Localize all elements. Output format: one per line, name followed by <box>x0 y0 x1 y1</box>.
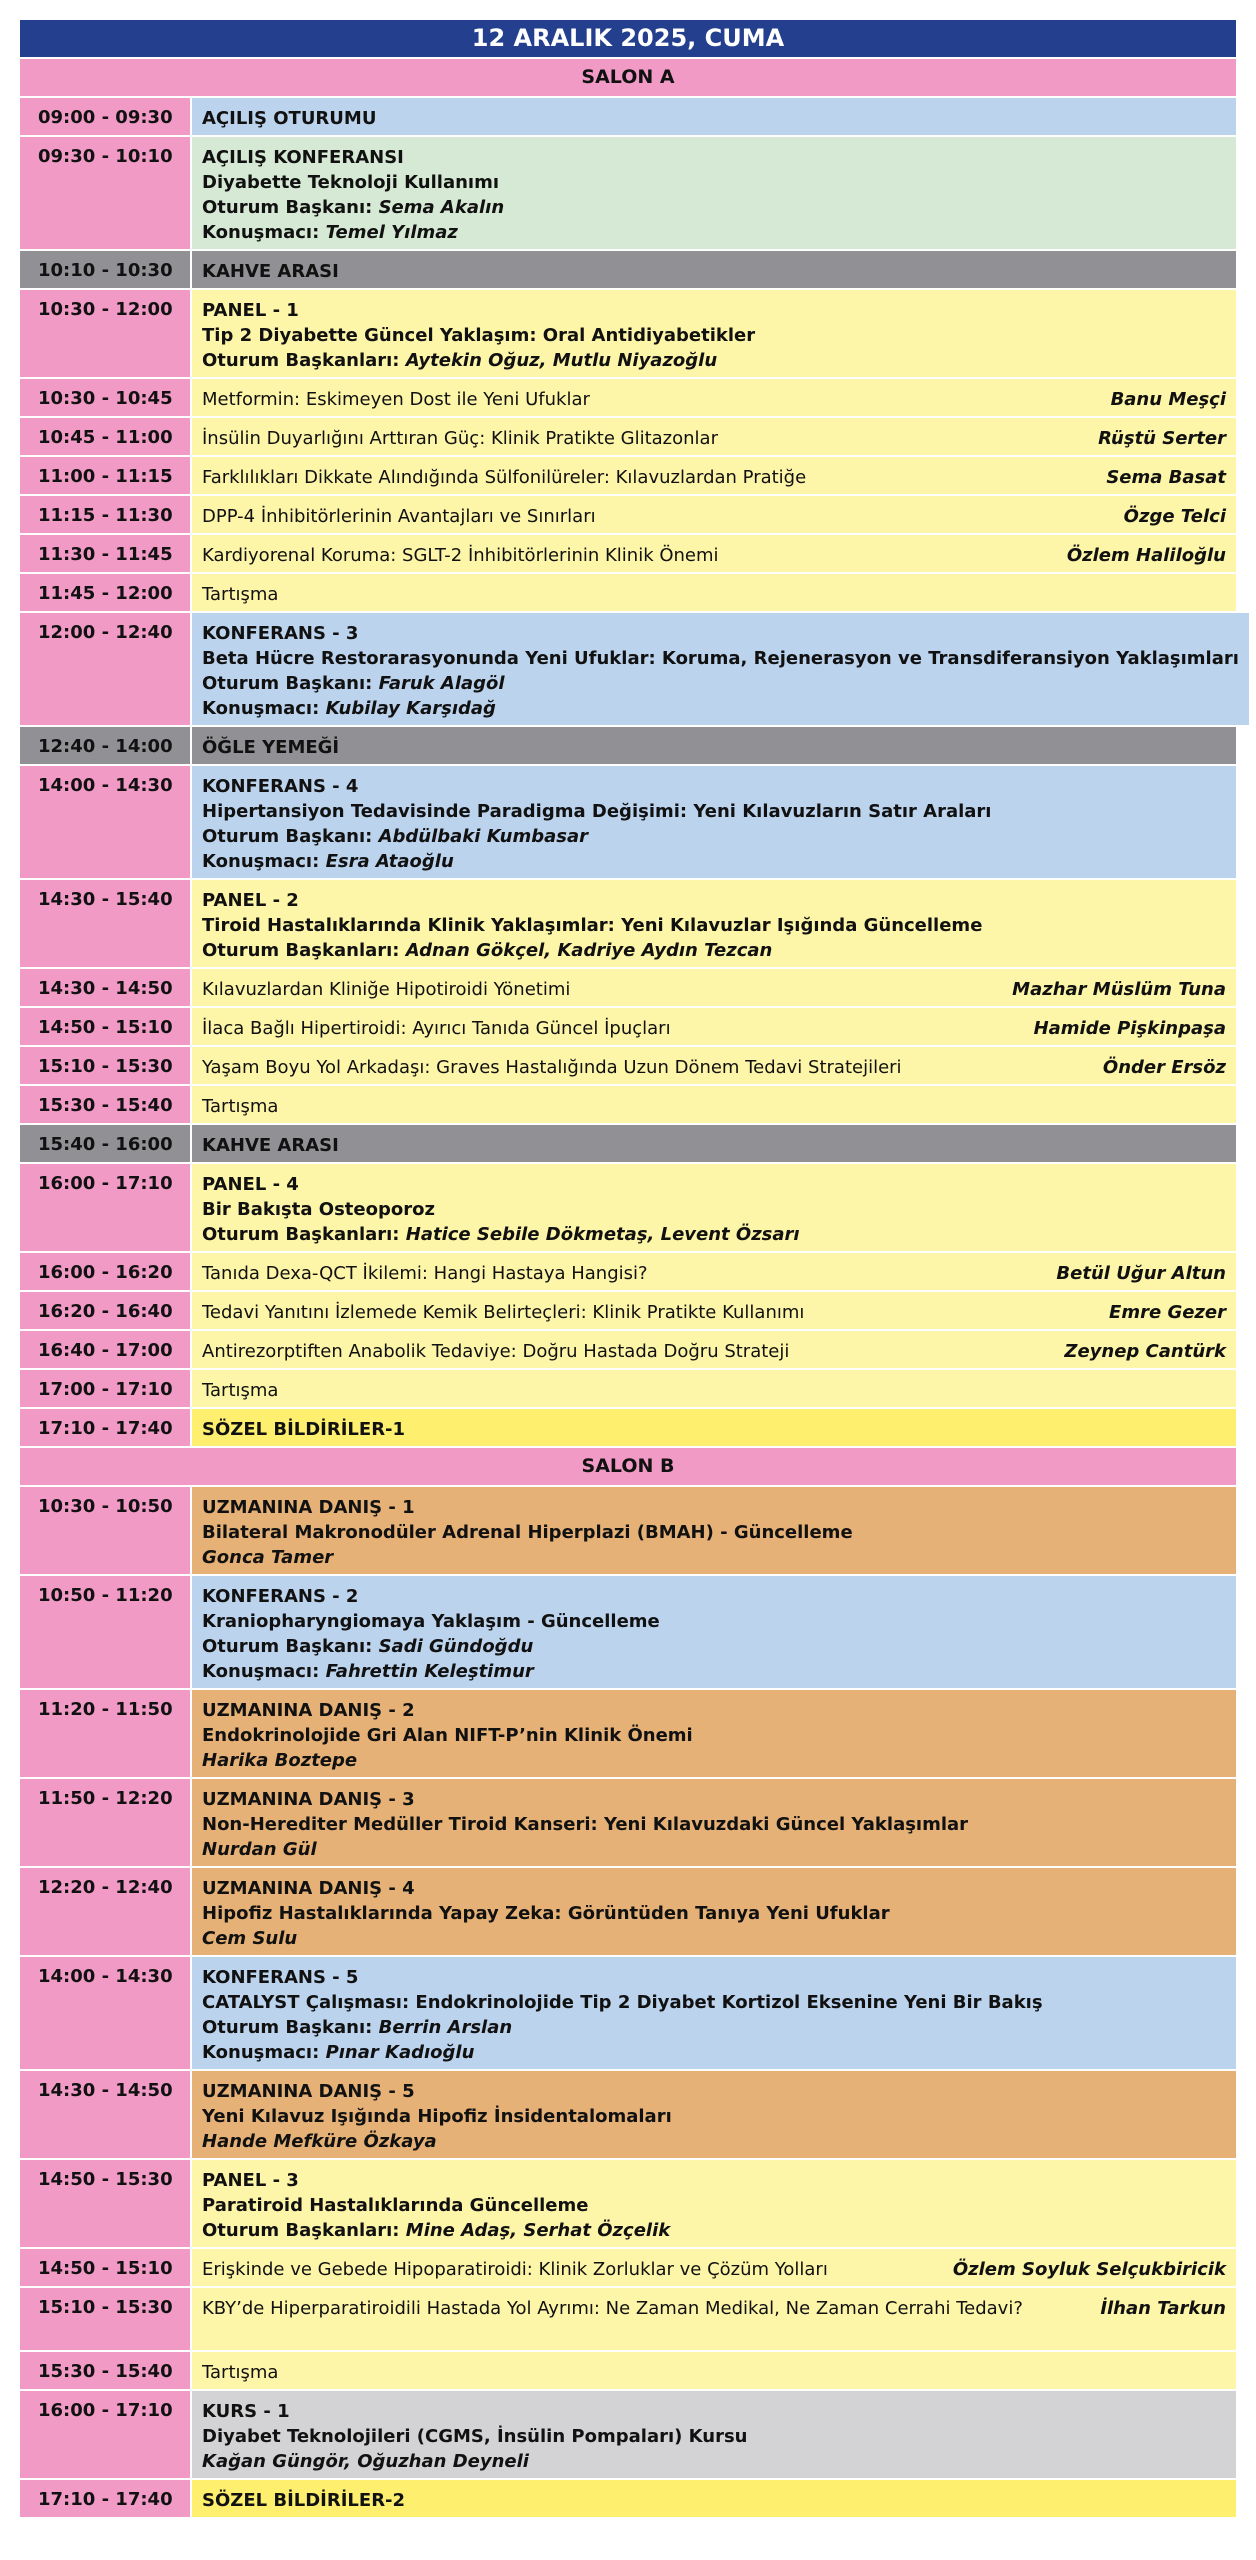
talk-title: Tartışma <box>202 584 279 605</box>
speaker-name: Sema Basat <box>1106 467 1226 488</box>
session-title: SÖZEL BİLDİRİLER-1 <box>202 1419 406 1440</box>
speaker-name: Banu Meşçi <box>1110 389 1226 410</box>
session-content <box>192 2160 1236 2247</box>
time-slot: 10:30 - 10:45 <box>20 379 190 416</box>
talk-title: Kılavuzlardan Kliniğe Hipotiroidi Yönetimi <box>202 979 571 1000</box>
break-row <box>20 727 1236 764</box>
program-page <box>20 20 1239 2519</box>
session-content <box>192 98 1236 135</box>
session-content <box>192 1331 1236 1368</box>
chair-label: Konuşmacı: <box>202 2042 326 2063</box>
session-content <box>192 727 1236 764</box>
speaker-names: Hande Mefküre Özkaya <box>202 2131 437 2152</box>
talk-title: KBY’de Hiperparatiroidili Hastada Yol Ayrımı: Ne Zaman Medikal, Ne Zaman Cerrahi Tedavi? <box>202 2298 1023 2319</box>
session-content <box>192 613 1249 725</box>
time-slot: 14:30 - 14:50 <box>20 969 190 1006</box>
speaker-name: Zeynep Cantürk <box>1064 1341 1226 1362</box>
session-line <box>202 938 1226 963</box>
talk-row <box>20 379 1236 416</box>
person-name: Sadi Gündoğdu <box>378 1636 534 1657</box>
session-title: Endokrinolojide Gri Alan NIFT-P’nin Klinik Önemi <box>202 1725 693 1746</box>
session-content <box>192 137 1236 249</box>
session-content <box>192 457 1236 494</box>
talk-title: DPP-4 İnhibitörlerinin Avantajları ve Sınırları <box>202 506 596 527</box>
session-title: Non-Herediter Medüller Tiroid Kanseri: Yeni Kılavuzdaki Güncel Yaklaşımlar <box>202 1814 969 1835</box>
schedule <box>20 59 1239 2517</box>
speaker-name: Mazhar Müslüm Tuna <box>1012 979 1226 1000</box>
session-title: ÖĞLE YEMEĞİ <box>202 737 340 758</box>
session-title: Hipofiz Hastalıklarında Yapay Zeka: Görüntüden Tanıya Yeni Ufuklar <box>202 1903 890 1924</box>
session-content <box>192 1690 1236 1777</box>
time-slot: 11:30 - 11:45 <box>20 535 190 572</box>
talk-line <box>202 1055 1226 1080</box>
session-line <box>202 195 1226 220</box>
session-row <box>20 1868 1236 1955</box>
person-name: Fahrettin Keleştimur <box>325 1661 534 1682</box>
session-row <box>20 880 1236 967</box>
session-title: KONFERANS - 4 <box>202 776 359 797</box>
session-content <box>192 880 1236 967</box>
session-row <box>20 766 1236 878</box>
time-slot: 14:50 - 15:10 <box>20 2249 190 2286</box>
session-content <box>192 1487 1236 1574</box>
time-slot: 16:20 - 16:40 <box>20 1292 190 1329</box>
session-row <box>20 1576 1236 1688</box>
speaker-names: Kağan Güngör, Oğuzhan Deyneli <box>202 2451 529 2472</box>
talk-title: Tartışma <box>202 1380 279 1401</box>
session-line <box>202 2040 1226 2065</box>
talk-line <box>202 2257 1226 2282</box>
talk-line <box>202 387 1226 412</box>
time-slot: 16:00 - 17:10 <box>20 1164 190 1251</box>
person-name: Adnan Gökçel, Kadriye Aydın Tezcan <box>405 940 773 961</box>
chair-label: Oturum Başkanı: <box>202 1636 379 1657</box>
session-title: AÇILIŞ OTURUMU <box>202 108 377 129</box>
time-slot: 11:20 - 11:50 <box>20 1690 190 1777</box>
talk-row <box>20 418 1236 455</box>
session-content <box>192 1086 1236 1123</box>
session-row <box>20 2480 1236 2517</box>
session-title: AÇILIŞ KONFERANSI <box>202 147 404 168</box>
talk-line <box>202 1300 1226 1325</box>
session-content <box>192 1164 1236 1251</box>
session-title: Diyabette Teknoloji Kullanımı <box>202 172 499 193</box>
time-slot: 16:40 - 17:00 <box>20 1331 190 1368</box>
speaker-name: Betül Uğur Altun <box>1056 1263 1226 1284</box>
talk-line <box>202 1094 1226 1119</box>
session-content <box>192 1370 1236 1407</box>
speaker-names: Cem Sulu <box>202 1928 298 1949</box>
talk-title: Tartışma <box>202 2362 279 2383</box>
session-row <box>20 1690 1236 1777</box>
session-content <box>192 2249 1236 2286</box>
talk-row <box>20 1292 1236 1329</box>
speaker-name: Özlem Soyluk Selçukbiricik <box>952 2259 1226 2280</box>
talk-title: Tanıda Dexa-QCT İkilemi: Hangi Hastaya Hangisi? <box>202 1263 648 1284</box>
time-slot: 15:10 - 15:30 <box>20 1047 190 1084</box>
time-slot: 15:10 - 15:30 <box>20 2288 190 2350</box>
time-slot: 14:30 - 15:40 <box>20 880 190 967</box>
chair-label: Konuşmacı: <box>202 1661 326 1682</box>
talk-title: Antirezorptiften Anabolik Tedaviye: Doğru Hastada Doğru Strateji <box>202 1341 790 1362</box>
talk-line <box>202 543 1226 568</box>
talk-line <box>202 504 1226 529</box>
person-name: Esra Ataoğlu <box>325 851 454 872</box>
person-name: Aytekin Oğuz, Mutlu Niyazoğlu <box>405 350 718 371</box>
session-title: Bilateral Makronodüler Adrenal Hiperplazi (BMAH) - Güncelleme <box>202 1522 853 1543</box>
session-title: KURS - 1 <box>202 2401 290 2422</box>
chair-label: Oturum Başkanı: <box>202 826 379 847</box>
person-name: Sema Akalın <box>378 197 505 218</box>
session-title: Hipertansiyon Tedavisinde Paradigma Değişimi: Yeni Kılavuzların Satır Araları <box>202 801 992 822</box>
time-slot: 11:15 - 11:30 <box>20 496 190 533</box>
talk-title: Tedavi Yanıtını İzlemede Kemik Belirteçleri: Klinik Pratikte Kullanımı <box>202 1302 805 1323</box>
session-content <box>192 251 1236 288</box>
chair-label: Oturum Başkanları: <box>202 350 406 371</box>
talk-line <box>202 1016 1226 1041</box>
talk-row <box>20 1047 1236 1084</box>
session-title: KONFERANS - 5 <box>202 1967 359 1988</box>
session-content <box>192 574 1236 611</box>
speaker-name: Emre Gezer <box>1109 1302 1226 1323</box>
chair-label: Oturum Başkanı: <box>202 197 379 218</box>
session-title: UZMANINA DANIŞ - 4 <box>202 1878 415 1899</box>
talk-title: İlaca Bağlı Hipertiroidi: Ayırıcı Tanıda Güncel İpuçları <box>202 1018 671 1039</box>
session-content <box>192 290 1236 377</box>
time-slot: 11:00 - 11:15 <box>20 457 190 494</box>
talk-row <box>20 2249 1236 2286</box>
time-slot: 14:50 - 15:10 <box>20 1008 190 1045</box>
session-content <box>192 1409 1236 1446</box>
time-slot: 14:30 - 14:50 <box>20 2071 190 2158</box>
break-row <box>20 251 1236 288</box>
time-slot: 11:45 - 12:00 <box>20 574 190 611</box>
talk-line <box>202 1378 1226 1403</box>
speaker-names: Nurdan Gül <box>202 1839 317 1860</box>
speaker-name: Önder Ersöz <box>1102 1057 1226 1078</box>
session-row <box>20 613 1239 725</box>
session-content <box>192 418 1236 455</box>
talk-line <box>202 1261 1226 1286</box>
session-content <box>192 766 1236 878</box>
time-slot: 12:00 - 12:40 <box>20 613 190 725</box>
salon-header: SALON A <box>20 59 1236 96</box>
person-name: Temel Yılmaz <box>325 222 458 243</box>
session-content <box>192 1779 1236 1866</box>
talk-row <box>20 574 1236 611</box>
session-title: UZMANINA DANIŞ - 1 <box>202 1497 415 1518</box>
time-slot: 10:50 - 11:20 <box>20 1576 190 1688</box>
session-content <box>192 1008 1236 1045</box>
chair-label: Konuşmacı: <box>202 222 326 243</box>
session-content <box>192 1868 1236 1955</box>
talk-title: Metformin: Eskimeyen Dost ile Yeni Ufuklar <box>202 389 590 410</box>
session-row <box>20 2071 1236 2158</box>
chair-label: Oturum Başkanları: <box>202 940 406 961</box>
talk-line <box>202 465 1226 490</box>
session-line <box>202 348 1226 373</box>
talk-row <box>20 2288 1236 2350</box>
person-name: Pınar Kadıoğlu <box>325 2042 475 2063</box>
talk-line <box>202 2296 1226 2321</box>
session-line <box>202 220 1226 245</box>
chair-label: Oturum Başkanı: <box>202 673 379 694</box>
session-line <box>202 1222 1226 1247</box>
time-slot: 14:50 - 15:30 <box>20 2160 190 2247</box>
talk-title: Erişkinde ve Gebede Hipoparatiroidi: Klinik Zorluklar ve Çözüm Yolları <box>202 2259 828 2280</box>
speaker-names: Gonca Tamer <box>202 1547 334 1568</box>
talk-row <box>20 969 1236 1006</box>
talk-title: İnsülin Duyarlığını Arttıran Güç: Klinik Pratikte Glitazonlar <box>202 428 718 449</box>
time-slot: 16:00 - 17:10 <box>20 2391 190 2478</box>
session-title: Yeni Kılavuz Işığında Hipofiz İnsidentalomaları <box>202 2106 672 2127</box>
speaker-name: Rüştü Serter <box>1098 428 1226 449</box>
break-row <box>20 1125 1236 1162</box>
session-row <box>20 1779 1236 1866</box>
session-row <box>20 98 1236 135</box>
chair-label: Oturum Başkanları: <box>202 1224 406 1245</box>
session-title: Beta Hücre Restorarasyonunda Yeni Ufuklar: Koruma, Rejenerasyon ve Transdiferansiyon Yaklaşımları <box>202 648 1239 669</box>
talk-row <box>20 2352 1236 2389</box>
talk-line <box>202 1339 1226 1364</box>
time-slot: 15:30 - 15:40 <box>20 1086 190 1123</box>
session-line <box>202 824 1226 849</box>
session-content <box>192 379 1236 416</box>
session-content <box>192 2071 1236 2158</box>
chair-label: Oturum Başkanları: <box>202 2220 406 2241</box>
session-row <box>20 137 1236 249</box>
session-line <box>202 1659 1226 1684</box>
session-line <box>202 671 1239 696</box>
session-content <box>192 1253 1236 1290</box>
session-title: PANEL - 1 <box>202 300 299 321</box>
speaker-name: Özge Telci <box>1123 506 1226 527</box>
time-slot: 14:00 - 14:30 <box>20 766 190 878</box>
session-row <box>20 1957 1236 2069</box>
talk-title: Farklılıkları Dikkate Alındığında Sülfonilüreler: Kılavuzlardan Pratiğe <box>202 467 807 488</box>
session-content <box>192 2352 1236 2389</box>
session-content <box>192 1292 1236 1329</box>
person-name: Hatice Sebile Dökmetaş, Levent Özsarı <box>405 1224 800 1245</box>
speaker-name: Hamide Pişkinpaşa <box>1033 1018 1226 1039</box>
session-content <box>192 2480 1236 2517</box>
talk-row <box>20 1370 1236 1407</box>
time-slot: 12:20 - 12:40 <box>20 1868 190 1955</box>
talk-row <box>20 1253 1236 1290</box>
talk-row <box>20 1086 1236 1123</box>
session-title: UZMANINA DANIŞ - 3 <box>202 1789 415 1810</box>
session-title: CATALYST Çalışması: Endokrinolojide Tip 2 Diyabet Kortizol Eksenine Yeni Bir Bakış <box>202 1992 1043 2013</box>
time-slot: 17:00 - 17:10 <box>20 1370 190 1407</box>
session-title: KAHVE ARASI <box>202 1135 339 1156</box>
session-content <box>192 1576 1236 1688</box>
session-content <box>192 1047 1236 1084</box>
time-slot: 11:50 - 12:20 <box>20 1779 190 1866</box>
salon-header: SALON B <box>20 1448 1236 1485</box>
session-content <box>192 969 1236 1006</box>
time-slot: 09:00 - 09:30 <box>20 98 190 135</box>
speaker-name: Özlem Haliloğlu <box>1066 545 1226 566</box>
person-name: Berrin Arslan <box>378 2017 513 2038</box>
time-slot: 12:40 - 14:00 <box>20 727 190 764</box>
session-line <box>202 849 1226 874</box>
session-row <box>20 2160 1236 2247</box>
chair-label: Konuşmacı: <box>202 851 326 872</box>
session-title: Tip 2 Diyabette Güncel Yaklaşım: Oral Antidiyabetikler <box>202 325 756 346</box>
session-title: Tiroid Hastalıklarında Klinik Yaklaşımlar: Yeni Kılavuzlar Işığında Güncelleme <box>202 915 983 936</box>
speaker-names: Harika Boztepe <box>202 1750 358 1771</box>
session-title: PANEL - 3 <box>202 2170 299 2191</box>
session-content <box>192 496 1236 533</box>
session-row <box>20 1409 1236 1446</box>
talk-title: Tartışma <box>202 1096 279 1117</box>
talk-line <box>202 2360 1226 2385</box>
session-title: Paratiroid Hastalıklarında Güncelleme <box>202 2195 589 2216</box>
session-row <box>20 1164 1236 1251</box>
session-title: PANEL - 4 <box>202 1174 299 1195</box>
person-name: Mine Adaş, Serhat Özçelik <box>405 2220 671 2241</box>
time-slot: 10:10 - 10:30 <box>20 251 190 288</box>
time-slot: 15:40 - 16:00 <box>20 1125 190 1162</box>
time-slot: 14:00 - 14:30 <box>20 1957 190 2069</box>
time-slot: 10:30 - 10:50 <box>20 1487 190 1574</box>
time-slot: 10:45 - 11:00 <box>20 418 190 455</box>
talk-row <box>20 1008 1236 1045</box>
person-name: Kubilay Karşıdağ <box>325 698 496 719</box>
session-title: PANEL - 2 <box>202 890 299 911</box>
person-name: Abdülbaki Kumbasar <box>378 826 589 847</box>
session-content <box>192 2391 1236 2478</box>
session-title: KONFERANS - 2 <box>202 1586 359 1607</box>
session-content <box>192 535 1236 572</box>
chair-label: Oturum Başkanı: <box>202 2017 379 2038</box>
talk-row <box>20 1331 1236 1368</box>
session-title: UZMANINA DANIŞ - 5 <box>202 2081 415 2102</box>
time-slot: 17:10 - 17:40 <box>20 1409 190 1446</box>
talk-row <box>20 496 1236 533</box>
talk-row <box>20 535 1236 572</box>
session-content <box>192 1125 1236 1162</box>
talk-title: Kardiyorenal Koruma: SGLT-2 İnhibitörlerinin Klinik Önemi <box>202 545 719 566</box>
session-line <box>202 696 1239 721</box>
session-row <box>20 1487 1236 1574</box>
session-title: KAHVE ARASI <box>202 261 339 282</box>
time-slot: 09:30 - 10:10 <box>20 137 190 249</box>
talk-line <box>202 582 1226 607</box>
time-slot: 15:30 - 15:40 <box>20 2352 190 2389</box>
session-row <box>20 290 1236 377</box>
session-content <box>192 2288 1236 2350</box>
session-line <box>202 2015 1226 2040</box>
time-slot: 10:30 - 12:00 <box>20 290 190 377</box>
day-title: 12 ARALIK 2025, CUMA <box>20 20 1236 57</box>
session-title: UZMANINA DANIŞ - 2 <box>202 1700 415 1721</box>
talk-row <box>20 457 1236 494</box>
talk-title: Yaşam Boyu Yol Arkadaşı: Graves Hastalığında Uzun Dönem Tedavi Stratejileri <box>202 1057 902 1078</box>
time-slot: 17:10 - 17:40 <box>20 2480 190 2517</box>
session-title: Bir Bakışta Osteoporoz <box>202 1199 435 1220</box>
session-title: Diyabet Teknolojileri (CGMS, İnsülin Pompaları) Kursu <box>202 2426 748 2447</box>
person-name: Faruk Alagöl <box>378 673 505 694</box>
time-slot: 16:00 - 16:20 <box>20 1253 190 1290</box>
session-title: Kraniopharyngiomaya Yaklaşım - Güncelleme <box>202 1611 660 1632</box>
chair-label: Konuşmacı: <box>202 698 326 719</box>
talk-line <box>202 977 1226 1002</box>
session-title: KONFERANS - 3 <box>202 623 359 644</box>
talk-line <box>202 426 1226 451</box>
session-line <box>202 2218 1226 2243</box>
session-content <box>192 1957 1236 2069</box>
session-title: SÖZEL BİLDİRİLER-2 <box>202 2490 406 2511</box>
speaker-name: İlhan Tarkun <box>1100 2298 1226 2319</box>
session-line <box>202 1634 1226 1659</box>
session-row <box>20 2391 1236 2478</box>
